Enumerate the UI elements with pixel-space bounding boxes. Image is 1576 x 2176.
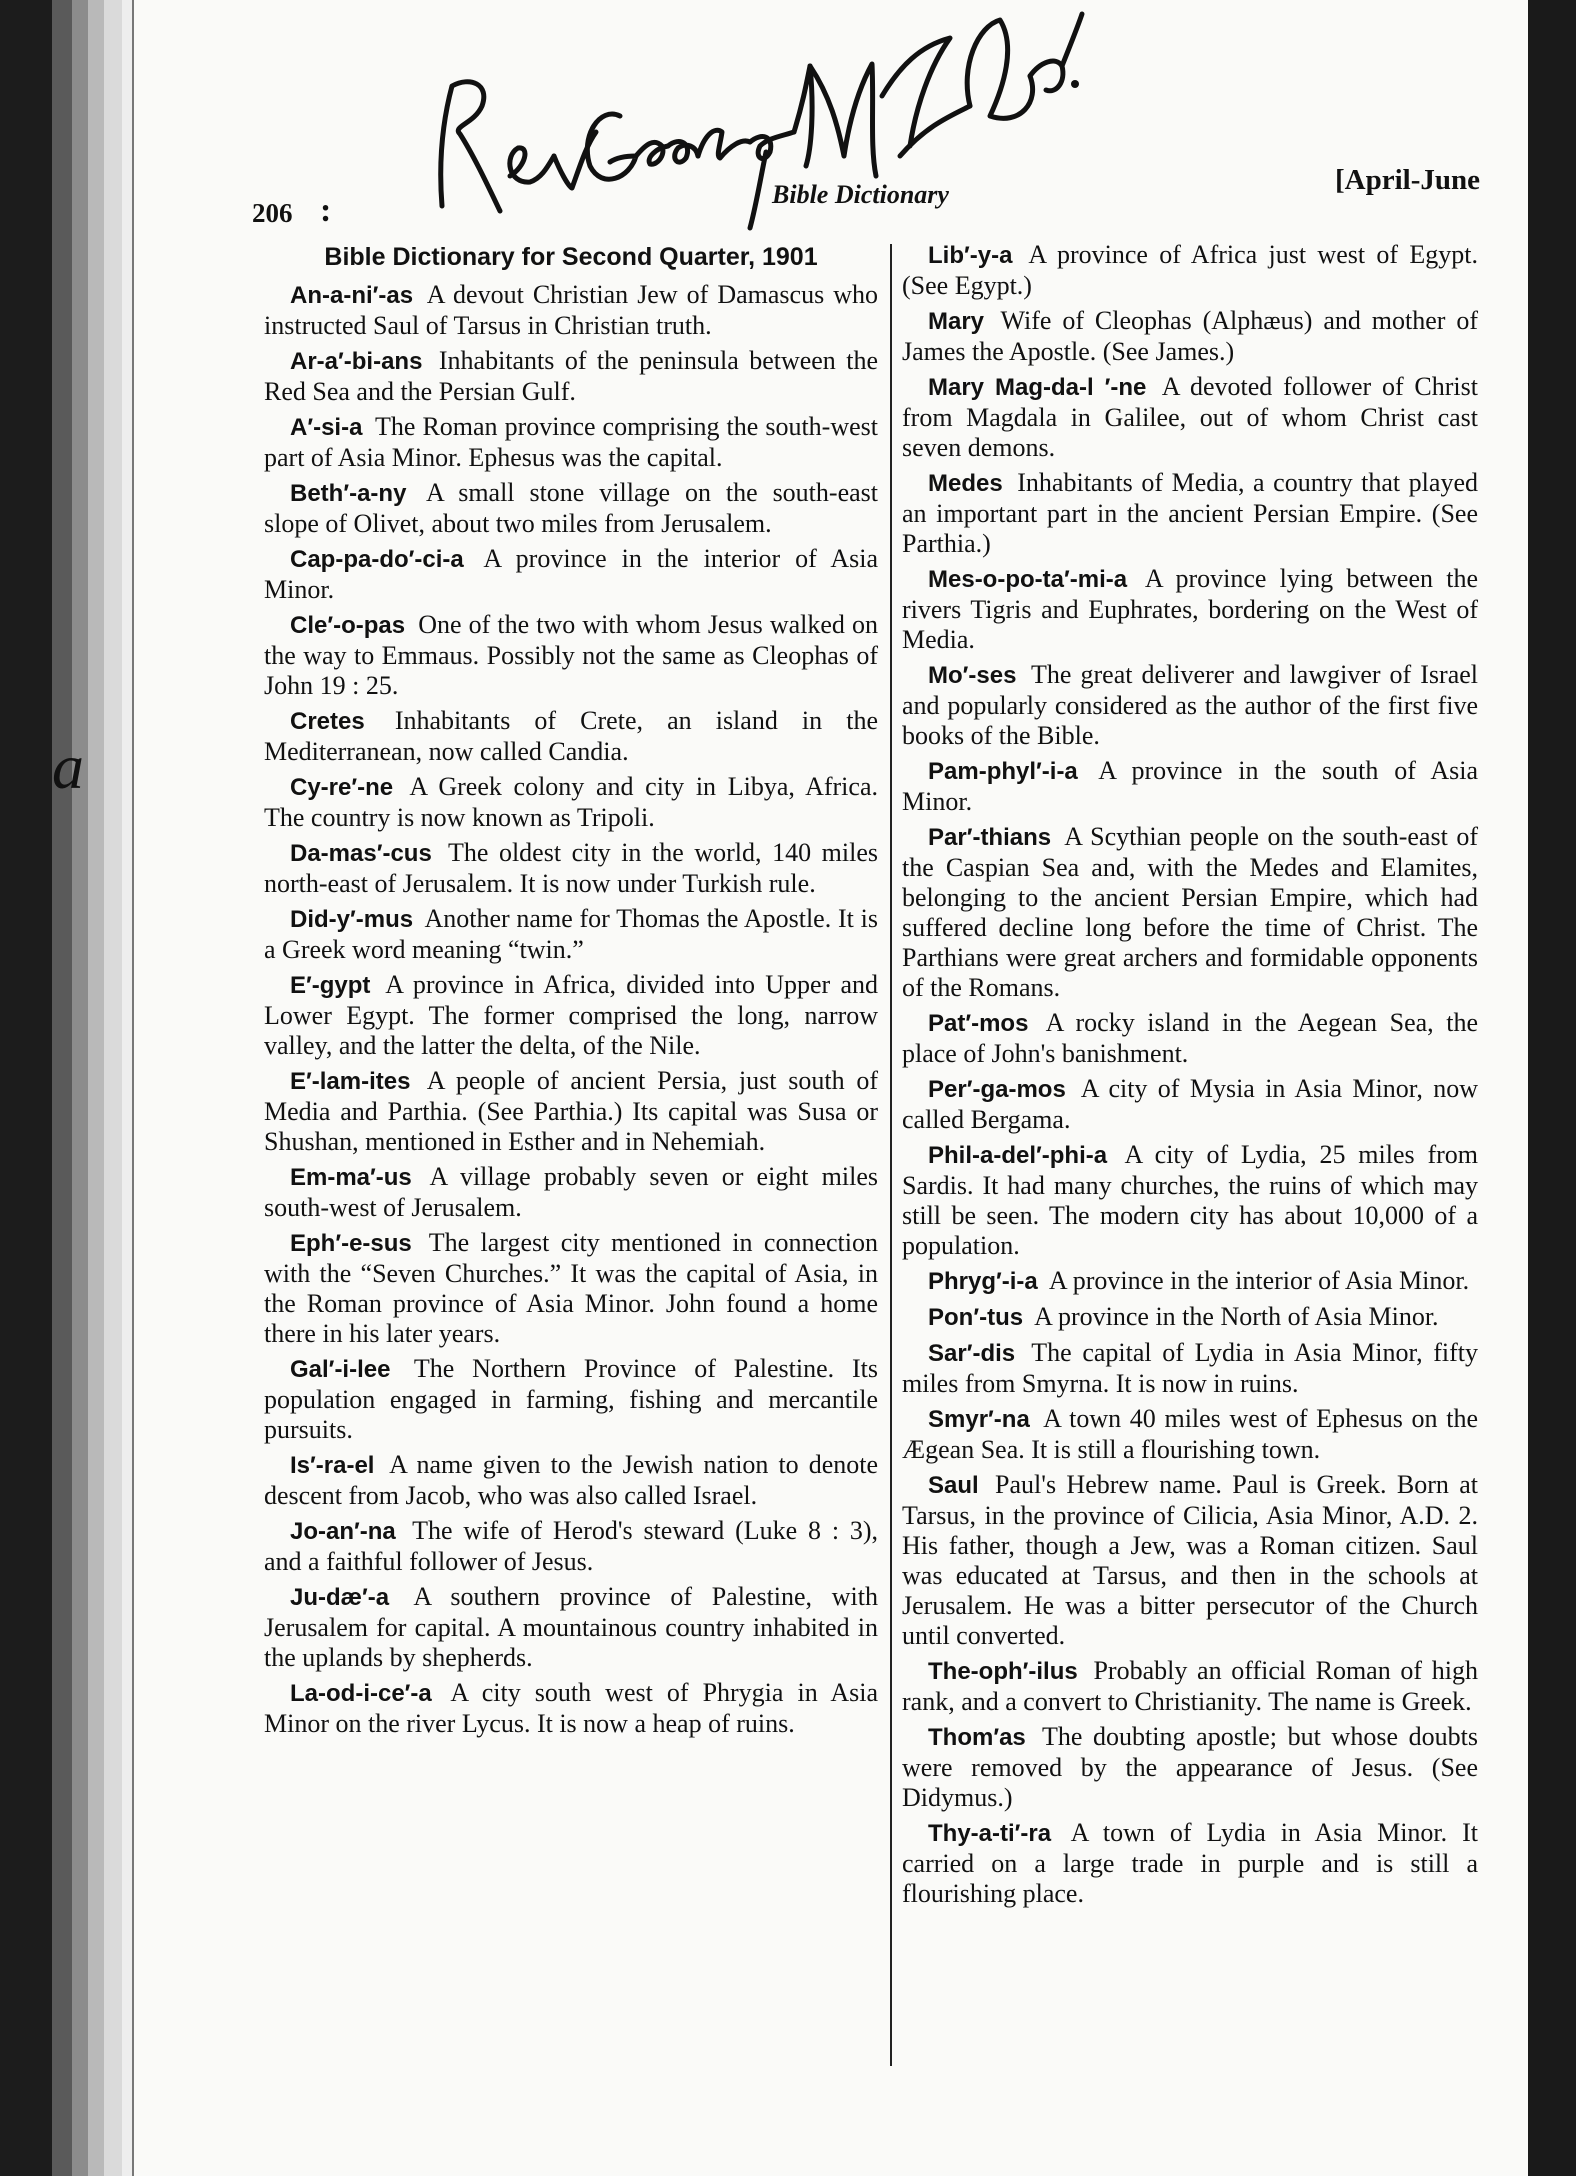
entry-headword: Gal′-i-lee — [290, 1356, 391, 1383]
dictionary-entry — [264, 280, 878, 341]
entry-headword: E′-gypt — [290, 972, 371, 999]
dictionary-entry — [902, 1140, 1478, 1261]
entry-definition: A province of Africa just west of Egypt. (See Egypt.) — [902, 240, 1478, 300]
entry-definition: A devout Christian Jew of Damascus who instructed Saul of Tarsus in Christian truth. — [264, 280, 878, 340]
dictionary-entry — [264, 1516, 878, 1577]
right-column — [902, 240, 1478, 1914]
dictionary-entry — [264, 412, 878, 473]
entry-definition: A village probably seven or eight miles south-west of Jerusalem. — [264, 1162, 878, 1222]
scan-border — [1528, 0, 1576, 2176]
entry-definition: A small stone village on the south-east slope of Olivet, about two miles from Jerusalem. — [264, 478, 878, 538]
running-title: Bible Dictionary — [772, 180, 949, 209]
entry-definition: A province in the south of Asia Minor. — [902, 756, 1478, 816]
dictionary-entry — [264, 1354, 878, 1445]
entry-headword: Sar′-dis — [928, 1340, 1016, 1367]
page-number-colon: : — [320, 192, 332, 229]
entry-headword: La-od-i-ce′-a — [290, 1680, 432, 1707]
quarter-label: [April-June — [1335, 164, 1480, 196]
entry-headword: An-a-ni′-as — [290, 282, 414, 309]
dictionary-entry — [264, 970, 878, 1061]
book-edge — [122, 0, 134, 2176]
entry-definition: A people of ancient Persia, just south of Media and Parthia. (See Parthia.) Its capital was Susa or Shushan, mentioned in Esther and in Nehemiah. — [264, 1066, 878, 1156]
left-entry-list — [264, 280, 878, 1739]
entry-headword: Mes-o-po-ta′-mi-a — [928, 566, 1128, 593]
entry-definition: A province lying between the rivers Tigris and Euphrates, bordering on the West of Media. — [902, 564, 1478, 654]
page-header — [252, 162, 1480, 229]
dictionary-entry — [902, 564, 1478, 655]
entry-definition: The largest city mentioned in connection with the “Seven Churches.” It was the capital of Asia, in the Roman province of Asia Minor. John found a home there in his later years. — [264, 1228, 878, 1348]
dictionary-entry — [902, 1266, 1478, 1297]
dictionary-entry — [902, 1008, 1478, 1069]
entry-headword: Da-mas′-cus — [290, 840, 432, 867]
entry-headword: Pon′-tus — [928, 1304, 1024, 1331]
entry-headword: Eph′-e-sus — [290, 1230, 412, 1257]
entry-definition: A rocky island in the Aegean Sea, the place of John's banishment. — [902, 1008, 1478, 1068]
entry-headword: Ar-a′-bi-ans — [290, 348, 423, 375]
entry-definition: A name given to the Jewish nation to denote descent from Jacob, who was also called Israel. — [264, 1450, 879, 1510]
dictionary-entry — [264, 1066, 878, 1157]
entry-headword: Jo-an′-na — [290, 1518, 396, 1545]
entry-headword: Pat′-mos — [928, 1010, 1029, 1037]
left-column — [264, 240, 878, 1744]
dictionary-entry — [264, 1450, 878, 1511]
entry-definition: A city south west of Phrygia in Asia Minor on the river Lycus. It is now a heap of ruins. — [264, 1678, 878, 1738]
dictionary-entry — [902, 306, 1478, 367]
entry-definition: A province in the interior of Asia Minor. — [1048, 1266, 1470, 1295]
dictionary-entry — [902, 1470, 1478, 1651]
dictionary-entry — [264, 772, 878, 833]
margin-mark: a — [52, 731, 84, 802]
dictionary-entry — [264, 346, 878, 407]
entry-definition: A city of Lydia, 25 miles from Sardis. It had many churches, the ruins of which may still be seen. The modern city has about 10,000 of a population. — [902, 1140, 1478, 1260]
entry-headword: Cap-pa-do′-ci-a — [290, 546, 464, 573]
dictionary-entry — [264, 1162, 878, 1223]
entry-headword: Ju-dæ′-a — [290, 1584, 390, 1611]
entry-definition: A Scythian people on the south-east of the Caspian Sea and, with the Medes and Elamites, belonging to the ancient Persian Empire, which had suffered decline long before the time of Christ. The Parthians were great archers and formidable opponents of the Romans. — [902, 822, 1478, 1002]
dictionary-entry — [264, 904, 878, 965]
entry-headword: Per′-ga-mos — [928, 1076, 1066, 1103]
entry-definition: A province in the North of Asia Minor. — [1034, 1302, 1439, 1331]
entry-headword: Saul — [928, 1472, 979, 1499]
entry-headword: Cretes — [290, 708, 365, 735]
dictionary-entry — [902, 1722, 1478, 1813]
entry-headword: Thom′as — [928, 1724, 1026, 1751]
dictionary-entry — [902, 1656, 1478, 1717]
dictionary-entry — [902, 240, 1478, 301]
entry-headword: Is′-ra-el — [290, 1452, 375, 1479]
entry-definition: The capital of Lydia in Asia Minor, fifty miles from Smyrna. It is now in ruins. — [902, 1338, 1478, 1398]
entry-headword: Em-ma′-us — [290, 1164, 412, 1191]
entry-definition: Inhabitants of Crete, an island in the Mediterranean, now called Candia. — [264, 706, 878, 766]
entry-definition: The doubting apostle; but whose doubts were removed by the appearance of Jesus. (See Didymus.) — [902, 1722, 1478, 1812]
entry-headword: Smyr′-na — [928, 1406, 1030, 1433]
entry-definition: The wife of Herod's steward (Luke 8 : 3), and a faithful follower of Jesus. — [264, 1516, 879, 1576]
entry-definition: Inhabitants of the peninsula between the Red Sea and the Persian Gulf. — [264, 346, 879, 406]
dictionary-entry — [902, 1074, 1478, 1135]
book-edge-dark — [0, 0, 52, 2176]
dictionary-entry — [902, 660, 1478, 751]
column-divider — [890, 244, 892, 2066]
dictionary-entry — [902, 468, 1478, 559]
dictionary-entry — [902, 822, 1478, 1003]
entry-headword: Cle′-o-pas — [290, 612, 406, 639]
dictionary-entry — [902, 1818, 1478, 1909]
book-edge — [104, 0, 122, 2176]
entry-definition: Another name for Thomas the Apostle. It is a Greek word meaning “twin.” — [264, 904, 878, 964]
entry-definition: A city of Mysia in Asia Minor, now called Bergama. — [902, 1074, 1478, 1134]
section-title: Bible Dictionary for Second Quarter, 1901 — [324, 243, 818, 271]
dictionary-entry — [264, 544, 878, 605]
entry-headword: A′-si-a — [290, 414, 363, 441]
entry-headword: Cy-re′-ne — [290, 774, 394, 801]
entry-headword: Lib′-y-a — [928, 242, 1013, 269]
entry-headword: Phil-a-del′-phi-a — [928, 1142, 1108, 1169]
entry-headword: Mary Mag-da-l ′-ne — [928, 374, 1147, 401]
entry-definition: A Greek colony and city in Libya, Africa. The country is now known as Tripoli. — [264, 772, 878, 832]
entry-definition: The Roman province comprising the south-west part of Asia Minor. Ephesus was the capital. — [264, 412, 879, 472]
entry-definition: A town of Lydia in Asia Minor. It carried on a large trade in purple and is still a flourishing place. — [902, 1818, 1478, 1908]
dictionary-entry — [902, 1338, 1478, 1399]
dictionary-entry — [264, 1582, 878, 1673]
entry-headword: The-oph′-ilus — [928, 1658, 1078, 1685]
entry-headword: E′-lam-ites — [290, 1068, 411, 1095]
entry-headword: Phryg′-i-a — [928, 1268, 1038, 1295]
dictionary-entry — [264, 1678, 878, 1739]
entry-headword: Par′-thians — [928, 824, 1052, 851]
entry-headword: Mo′-ses — [928, 662, 1017, 689]
entry-definition: Wife of Cleophas (Alphæus) and mother of James the Apostle. (See James.) — [902, 306, 1479, 366]
entry-definition: The great deliverer and lawgiver of Israel and popularly considered as the author of the first five books of the Bible. — [902, 660, 1479, 750]
entry-definition: A town 40 miles west of Ephesus on the Ægean Sea. It is still a flourishing town. — [902, 1404, 1478, 1464]
entry-definition: Probably an official Roman of high rank, and a convert to Christianity. The name is Greek. — [902, 1656, 1479, 1716]
entry-headword: Thy-a-ti′-ra — [928, 1820, 1052, 1847]
entry-headword: Beth′-a-ny — [290, 480, 407, 507]
dictionary-entry — [264, 706, 878, 767]
entry-definition: The oldest city in the world, 140 miles north-east of Jerusalem. It is now under Turkish rule. — [264, 838, 879, 898]
dictionary-entry — [902, 1404, 1478, 1465]
right-entry-list — [902, 240, 1478, 1909]
entry-definition: Inhabitants of Media, a country that played an important part in the ancient Persian Empire. (See Parthia.) — [902, 468, 1478, 558]
entry-definition: A devoted follower of Christ from Magdala in Galilee, out of whom Christ cast seven demons. — [902, 372, 1478, 462]
dictionary-entry — [264, 610, 878, 701]
book-edge — [88, 0, 104, 2176]
dictionary-entry — [902, 372, 1478, 463]
entry-headword: Medes — [928, 470, 1003, 497]
entry-definition: One of the two with whom Jesus walked on the way to Emmaus. Possibly not the same as Cleophas of John 19 : 25. — [264, 610, 879, 700]
book-edge — [52, 0, 72, 2176]
entry-headword: Did-y′-mus — [290, 906, 414, 933]
entry-headword: Mary — [928, 308, 985, 335]
book-edge — [72, 0, 88, 2176]
entry-definition: A southern province of Palestine, with Jerusalem for capital. A mountainous country inhabited in the uplands by shepherds. — [264, 1582, 878, 1672]
dictionary-entry — [264, 1228, 878, 1349]
dictionary-entry — [264, 478, 878, 539]
entry-definition: The Northern Province of Palestine. Its population engaged in farming, fishing and mercantile pursuits. — [264, 1354, 879, 1444]
dictionary-entry — [264, 838, 878, 899]
dictionary-entry — [902, 1302, 1478, 1333]
dictionary-entry — [902, 756, 1478, 817]
entry-definition: Paul's Hebrew name. Paul is Greek. Born at Tarsus, in the province of Cilicia, Asia Minor, A.D. 2. His father, though a Jew, was a Roman citizen. Saul was educated at Tarsus, and then in the schools at Jerusalem. He was a bitter persecutor of the Church until converted. — [902, 1470, 1478, 1650]
entry-headword: Pam-phyl′-i-a — [928, 758, 1078, 785]
entry-definition: A province in the interior of Asia Minor. — [264, 544, 878, 604]
entry-definition: A province in Africa, divided into Upper and Lower Egypt. The former comprised the long, narrow valley, and the latter the delta, of the Nile. — [264, 970, 878, 1060]
page-number: 206 — [252, 198, 293, 228]
